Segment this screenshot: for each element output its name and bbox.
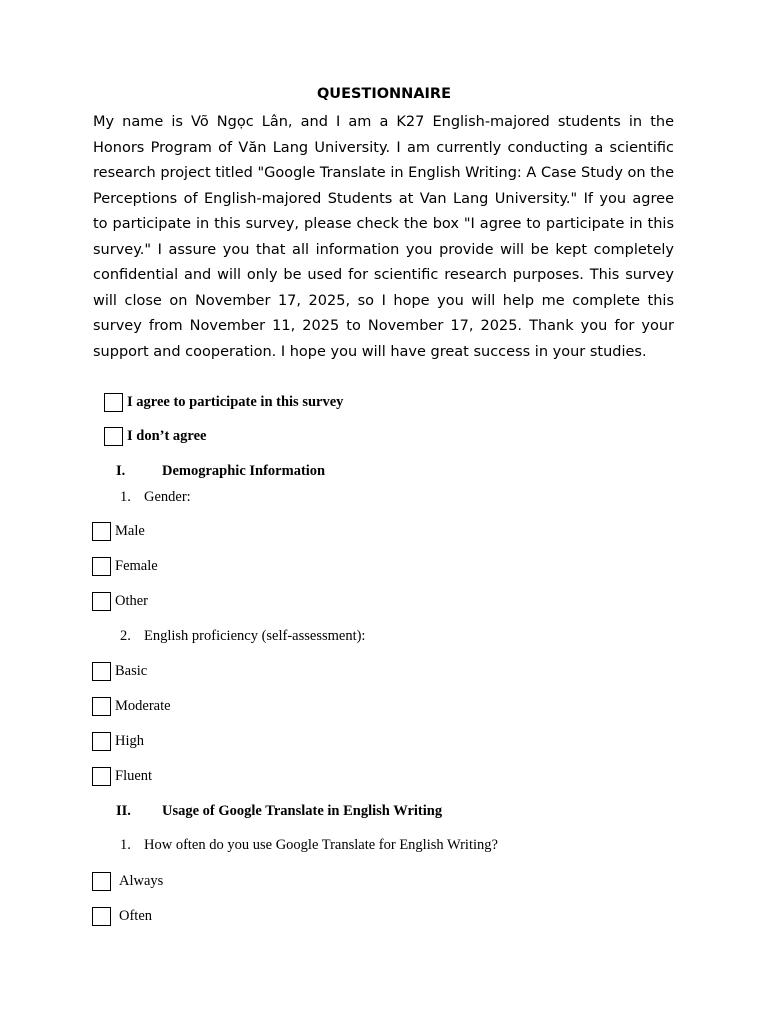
section-2-number: II. bbox=[116, 803, 131, 819]
question-gender bbox=[120, 489, 191, 506]
section-2-heading bbox=[116, 803, 442, 820]
option-often-label: Often bbox=[119, 908, 153, 924]
option-fluent-label: Fluent bbox=[115, 768, 153, 784]
option-female-label: Female bbox=[115, 558, 158, 574]
option-female-checkbox[interactable] bbox=[92, 557, 111, 576]
option-always[interactable] bbox=[92, 872, 163, 891]
option-high-checkbox[interactable] bbox=[92, 732, 111, 751]
option-fluent-checkbox[interactable] bbox=[92, 767, 111, 786]
option-female[interactable] bbox=[92, 557, 158, 576]
option-often-checkbox[interactable] bbox=[92, 907, 111, 926]
option-basic[interactable] bbox=[92, 662, 147, 681]
consent-agree-option[interactable] bbox=[104, 393, 343, 412]
section-2-title: Usage of Google Translate in English Writing bbox=[162, 803, 443, 819]
option-high-label: High bbox=[115, 733, 144, 749]
option-moderate-label: Moderate bbox=[115, 698, 171, 714]
option-fluent[interactable] bbox=[92, 767, 152, 786]
consent-disagree-label: I don’t agree bbox=[127, 428, 207, 444]
option-always-label: Always bbox=[119, 873, 164, 889]
question-frequency-text: How often do you use Google Translate for English Writing? bbox=[144, 837, 498, 853]
option-basic-label: Basic bbox=[115, 663, 148, 679]
option-moderate-checkbox[interactable] bbox=[92, 697, 111, 716]
option-moderate[interactable] bbox=[92, 697, 171, 716]
option-other[interactable] bbox=[92, 592, 148, 611]
question-proficiency bbox=[120, 628, 365, 645]
section-1-title: Demographic Information bbox=[162, 463, 326, 479]
option-high[interactable] bbox=[92, 732, 144, 751]
option-other-checkbox[interactable] bbox=[92, 592, 111, 611]
consent-agree-label: I agree to participate in this survey bbox=[127, 394, 344, 410]
page-title: QUESTIONNAIRE bbox=[316, 86, 452, 102]
option-often[interactable] bbox=[92, 907, 152, 926]
question-proficiency-number: 2. bbox=[120, 628, 131, 644]
option-other-label: Other bbox=[115, 593, 149, 609]
question-frequency-number: 1. bbox=[120, 837, 131, 853]
question-frequency bbox=[120, 837, 498, 854]
section-1-heading bbox=[116, 463, 325, 480]
intro-paragraph: My name is Võ Ngọc Lân, and I am a K27 English-majored students in the Honors Program of Văn Lang University. I am currently conducting a scientific research project titled "Google Translate in English Writing: A Case Study on the Perceptions of English-majored Students at Van Lang University." If you agree to participate in this survey, please check the box "I agree to participate in this survey." I assure you that all information you provide will be kept completely confidential and will only be used for scientific research purposes. This survey will close on November 17, 2025, so I hope you will help me complete this survey from November 11, 2025 to November 17, 2025. Thank you for your support and cooperation. I hope you will have great success in your studies. bbox=[93, 114, 674, 360]
option-male-checkbox[interactable] bbox=[92, 522, 111, 541]
option-basic-checkbox[interactable] bbox=[92, 662, 111, 681]
consent-disagree-option[interactable] bbox=[104, 427, 206, 446]
question-proficiency-text: English proficiency (self-assessment): bbox=[144, 628, 366, 644]
option-male[interactable] bbox=[92, 522, 145, 541]
option-male-label: Male bbox=[115, 523, 145, 539]
question-gender-text: Gender: bbox=[144, 489, 191, 505]
section-1-number: I. bbox=[116, 463, 126, 479]
consent-disagree-checkbox[interactable] bbox=[104, 427, 123, 446]
question-gender-number: 1. bbox=[120, 489, 131, 505]
option-always-checkbox[interactable] bbox=[92, 872, 111, 891]
consent-agree-checkbox[interactable] bbox=[104, 393, 123, 412]
